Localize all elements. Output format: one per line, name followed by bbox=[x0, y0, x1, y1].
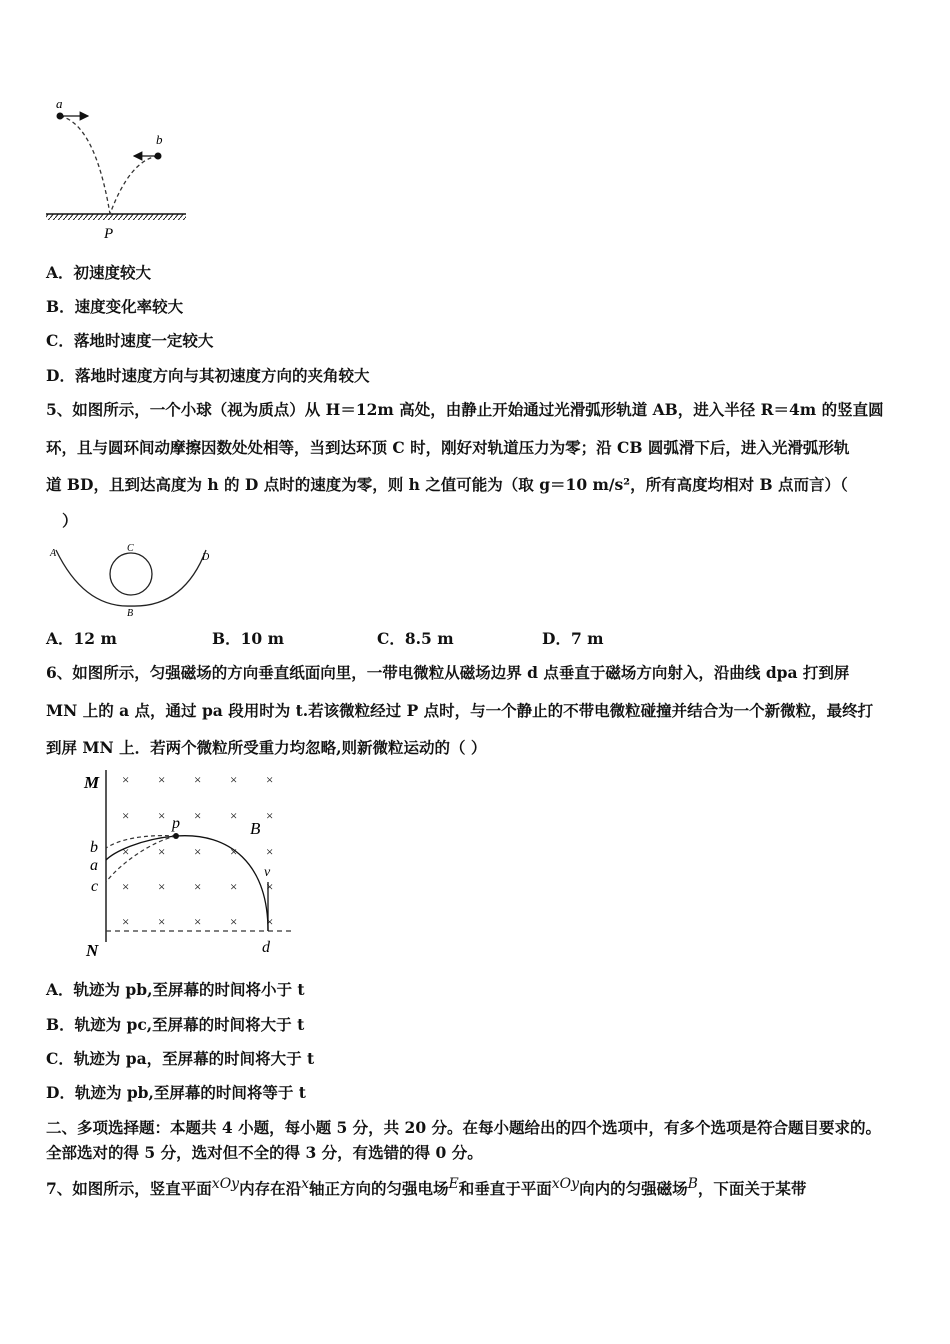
q5-option-a: A．12 m bbox=[46, 629, 117, 648]
label-a: a bbox=[90, 857, 98, 874]
svg-text:×: × bbox=[230, 844, 238, 859]
svg-text:×: × bbox=[230, 914, 238, 929]
q5-line-2: 环，且与圆环间动摩擦因数处处相等，当到达环顶 C 时，刚好对轨道压力为零；沿 CB 圆弧滑下后，进入光滑弧形轨 bbox=[46, 438, 850, 457]
q5-line-4: ） bbox=[62, 511, 78, 530]
svg-text:×: × bbox=[230, 772, 238, 787]
svg-text:×: × bbox=[266, 914, 274, 929]
q4-option-a: A．初速度较大 bbox=[46, 263, 152, 282]
label-A: A bbox=[50, 548, 57, 559]
label-B: B bbox=[250, 819, 261, 838]
label-v: v bbox=[264, 865, 271, 880]
label-c: c bbox=[91, 878, 99, 895]
q7-text-1: 7、如图所示，竖直平面 bbox=[46, 1179, 212, 1199]
svg-text:×: × bbox=[266, 808, 274, 823]
field-crosses bbox=[122, 772, 273, 929]
q7-text-6: ，下面关于某带 bbox=[697, 1179, 807, 1199]
q7-text-3: 轴正方向的匀强电场 bbox=[309, 1179, 449, 1199]
q4-option-c: C．落地时速度一定较大 bbox=[46, 331, 214, 350]
q5-line-1: 5、如图所示，一个小球（视为质点）从 H＝12m 高处，由静止开始通过光滑弧形轨道 AB，进入半径 R＝4m 的竖直圆 bbox=[46, 400, 884, 419]
svg-text:×: × bbox=[158, 772, 166, 787]
label-p: P bbox=[104, 226, 114, 242]
svg-text:×: × bbox=[194, 844, 202, 859]
svg-text:×: × bbox=[122, 879, 130, 894]
q5-option-c: C．8.5 m bbox=[377, 629, 454, 648]
q7-line-1 bbox=[46, 1176, 806, 1199]
q6-line-1: 6、如图所示，匀强磁场的方向垂直纸面向里，一带电微粒从磁场边界 d 点垂直于磁场方向射入，沿曲线 dpa 打到屏 bbox=[46, 663, 850, 682]
q7-math-xoy-1: xOy bbox=[211, 1176, 240, 1192]
magnetic-field-figure bbox=[80, 764, 305, 960]
point-p bbox=[173, 833, 179, 839]
label-C: C bbox=[127, 543, 134, 554]
q7-text-2: 内存在沿 bbox=[239, 1179, 302, 1199]
q7-math-b: B bbox=[687, 1176, 698, 1192]
label-N: N bbox=[86, 941, 99, 960]
svg-text:×: × bbox=[266, 844, 274, 859]
svg-text:×: × bbox=[122, 772, 130, 787]
q6-option-b: B．轨迹为 pc,至屏幕的时间将大于 t bbox=[46, 1015, 305, 1034]
q6-option-a: A．轨迹为 pb,至屏幕的时间将小于 t bbox=[46, 980, 305, 999]
trajectory-dpa bbox=[106, 836, 268, 931]
trajectory-a bbox=[60, 116, 110, 214]
q7-math-x: x bbox=[301, 1176, 310, 1192]
label-a: a bbox=[56, 96, 63, 111]
q5-line-3: 道 BD，且到达高度为 h 的 D 点时的速度为零，则 h 之值可能为（取 g＝10 m/s²，所有高度均相对 B 点而言）（ bbox=[46, 475, 848, 494]
svg-text:×: × bbox=[266, 772, 274, 787]
q5-option-d: D．7 m bbox=[542, 629, 604, 648]
q5-option-b: B．10 m bbox=[212, 629, 284, 648]
svg-text:×: × bbox=[194, 808, 202, 823]
q7-math-e: E bbox=[448, 1176, 459, 1192]
loop-track-figure bbox=[44, 538, 224, 618]
q7-math-xoy-2: xOy bbox=[551, 1176, 580, 1192]
q4-option-d: D．落地时速度方向与其初速度方向的夹角较大 bbox=[46, 366, 370, 385]
q7-text-5: 向内的匀强磁场 bbox=[579, 1179, 688, 1199]
svg-text:×: × bbox=[122, 844, 130, 859]
svg-text:×: × bbox=[158, 879, 166, 894]
projectile-figure bbox=[40, 92, 200, 247]
svg-text:×: × bbox=[230, 879, 238, 894]
q6-line-3: 到屏 MN 上．若两个微粒所受重力均忽略,则新微粒运动的（ ） bbox=[46, 738, 487, 757]
ball-b bbox=[155, 153, 162, 160]
q6-option-c: C．轨迹为 pa，至屏幕的时间将大于 t bbox=[46, 1049, 315, 1068]
q6-line-2: MN 上的 a 点，通过 pa 段用时为 t.若该微粒经过 P 点时，与一个静止的不带电微粒碰撞并结合为一个新微粒，最终打 bbox=[46, 701, 874, 720]
svg-text:×: × bbox=[194, 772, 202, 787]
q4-option-b: B．速度变化率较大 bbox=[46, 297, 184, 316]
svg-text:×: × bbox=[158, 808, 166, 823]
label-M: M bbox=[84, 773, 100, 792]
label-B: B bbox=[127, 608, 134, 618]
svg-text:×: × bbox=[194, 914, 202, 929]
svg-text:×: × bbox=[230, 808, 238, 823]
section2-line-1: 二、多项选择题：本题共 4 小题，每小题 5 分，共 20 分。在每小题给出的四个选项中，有多个选项是符合题目要求的。 bbox=[46, 1118, 882, 1137]
loop-circle bbox=[110, 553, 152, 595]
ground-hatch bbox=[46, 214, 186, 220]
svg-text:×: × bbox=[194, 879, 202, 894]
svg-text:×: × bbox=[158, 844, 166, 859]
q6-option-d: D．轨迹为 pb,至屏幕的时间将等于 t bbox=[46, 1083, 306, 1102]
label-d: d bbox=[262, 939, 270, 956]
label-D: D bbox=[202, 552, 210, 563]
track-curve bbox=[56, 550, 206, 606]
ball-a bbox=[57, 113, 64, 120]
svg-text:×: × bbox=[122, 914, 130, 929]
section2-line-2: 全部选对的得 5 分，选对但不全的得 3 分，有选错的得 0 分。 bbox=[46, 1143, 483, 1162]
svg-text:×: × bbox=[158, 914, 166, 929]
label-b: b bbox=[156, 132, 163, 147]
label-p: p bbox=[172, 815, 180, 832]
svg-text:×: × bbox=[122, 808, 130, 823]
trajectory-b bbox=[110, 156, 158, 214]
label-b: b bbox=[90, 839, 98, 856]
q7-text-4: 和垂直于平面 bbox=[458, 1179, 552, 1199]
svg-text:×: × bbox=[266, 879, 274, 894]
